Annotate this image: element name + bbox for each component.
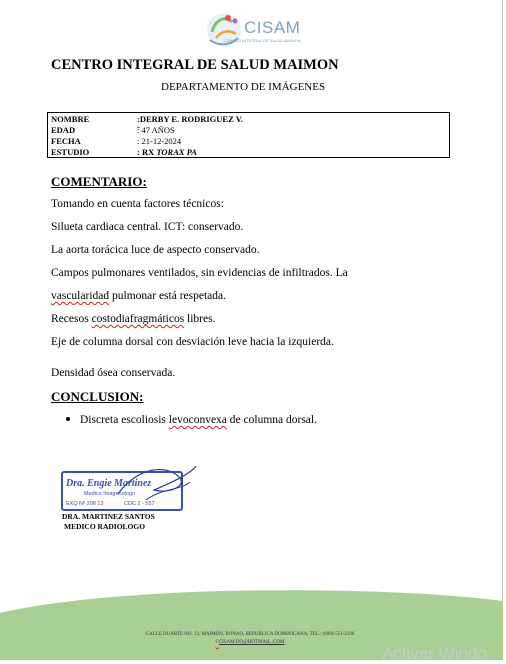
age-row xyxy=(51,125,175,135)
study-row xyxy=(51,147,197,157)
comment-line: Tomando en cuenta factores técnicos: xyxy=(51,198,224,210)
page-edge xyxy=(502,0,503,660)
age-label: EDAD xyxy=(51,125,76,135)
name-row xyxy=(51,114,243,124)
comment-text: pulmonar está respetada. xyxy=(109,290,226,302)
comment-line xyxy=(51,313,215,325)
stamp-name: Dra. Engie Martinez xyxy=(66,478,152,489)
conclusion-text: Discreta escoliosis xyxy=(80,414,169,426)
patient-info-box xyxy=(47,112,450,158)
stamp-exq: EXQ Nº 208 13 xyxy=(66,501,104,507)
footer-email[interactable]: CISAM.DO@HOTMAIL .COM xyxy=(218,640,285,645)
conclusion-word-flagged: levoconvexa xyxy=(168,414,227,426)
date-row xyxy=(51,136,181,146)
logo-tagline: CENTRO INTEGRAL DE SALUD MAIMON xyxy=(224,38,301,43)
page-title: CENTRO INTEGRAL DE SALUD MAIMON xyxy=(51,57,339,73)
name-label: NOMBRE xyxy=(51,114,90,124)
age-value: : 47 AÑOS xyxy=(137,125,175,135)
date-label: FECHA xyxy=(51,136,81,146)
study-separator: : xyxy=(137,147,142,157)
name-value: DERBY E. RODRIGUEZ V. xyxy=(139,114,243,124)
comment-word-flagged: costodiafragmáticos xyxy=(91,313,185,325)
comment-word-flagged: vascularidad xyxy=(51,290,110,302)
footer-email-prefix: C xyxy=(215,640,219,645)
conclusion-text: de columna dorsal. xyxy=(226,414,317,426)
comment-line: Campos pulmonares ventilados, sin evidencias de infiltrados. La xyxy=(51,267,348,279)
doctor-signature-block xyxy=(62,512,155,532)
logo-wordmark: CISAM xyxy=(244,18,301,37)
comment-line: Densidad ósea conservada. xyxy=(51,367,176,379)
comment-text: Recesos xyxy=(51,313,92,325)
study-label: ESTUDIO xyxy=(51,147,90,157)
cisam-logo xyxy=(204,8,308,52)
activation-watermark: Activar Windo xyxy=(382,644,487,663)
logo-dot-purple xyxy=(233,19,238,24)
stamp-title: Medico Imagenologo xyxy=(84,491,136,497)
comment-line: Silueta cardiaca central. ICT: conservado. xyxy=(51,221,244,233)
bullet-icon xyxy=(66,417,70,421)
comment-heading: COMENTARIO: xyxy=(51,174,147,189)
doctor-stamp xyxy=(58,460,198,515)
stamp-cdc: CDC 2 - 557 xyxy=(124,501,155,507)
footer-address: CALLE DUARTE NO. 13, MAIMÓN, BONAO, REPUBLICA DOMINICANA, TEL.: (809)-551-2196 xyxy=(145,632,355,637)
conclusion-item xyxy=(66,414,317,426)
study-value-view: TORAX PA xyxy=(156,147,197,157)
study-value-type: RX xyxy=(141,147,157,157)
date-value: : 21-12-2024 xyxy=(137,136,182,146)
name-separator: : xyxy=(137,114,140,124)
comment-text: libres. xyxy=(184,313,216,325)
logo-dot-red xyxy=(225,15,231,21)
comment-line: Eje de columna dorsal con desviación leve hacia la izquierda. xyxy=(51,336,334,348)
stamp-graphic xyxy=(58,460,198,515)
doctor-role: MEDICO RADIOLOGO xyxy=(64,522,146,531)
conclusion-heading: CONCLUSION: xyxy=(51,389,144,404)
department-title: DEPARTAMENTO DE IMÁGENES xyxy=(161,81,326,93)
comment-line xyxy=(51,290,226,302)
comment-line: La aorta torácica luce de aspecto conservado. xyxy=(51,244,260,256)
doctor-name: DRA. MARTINEZ SANTOS xyxy=(62,512,155,521)
